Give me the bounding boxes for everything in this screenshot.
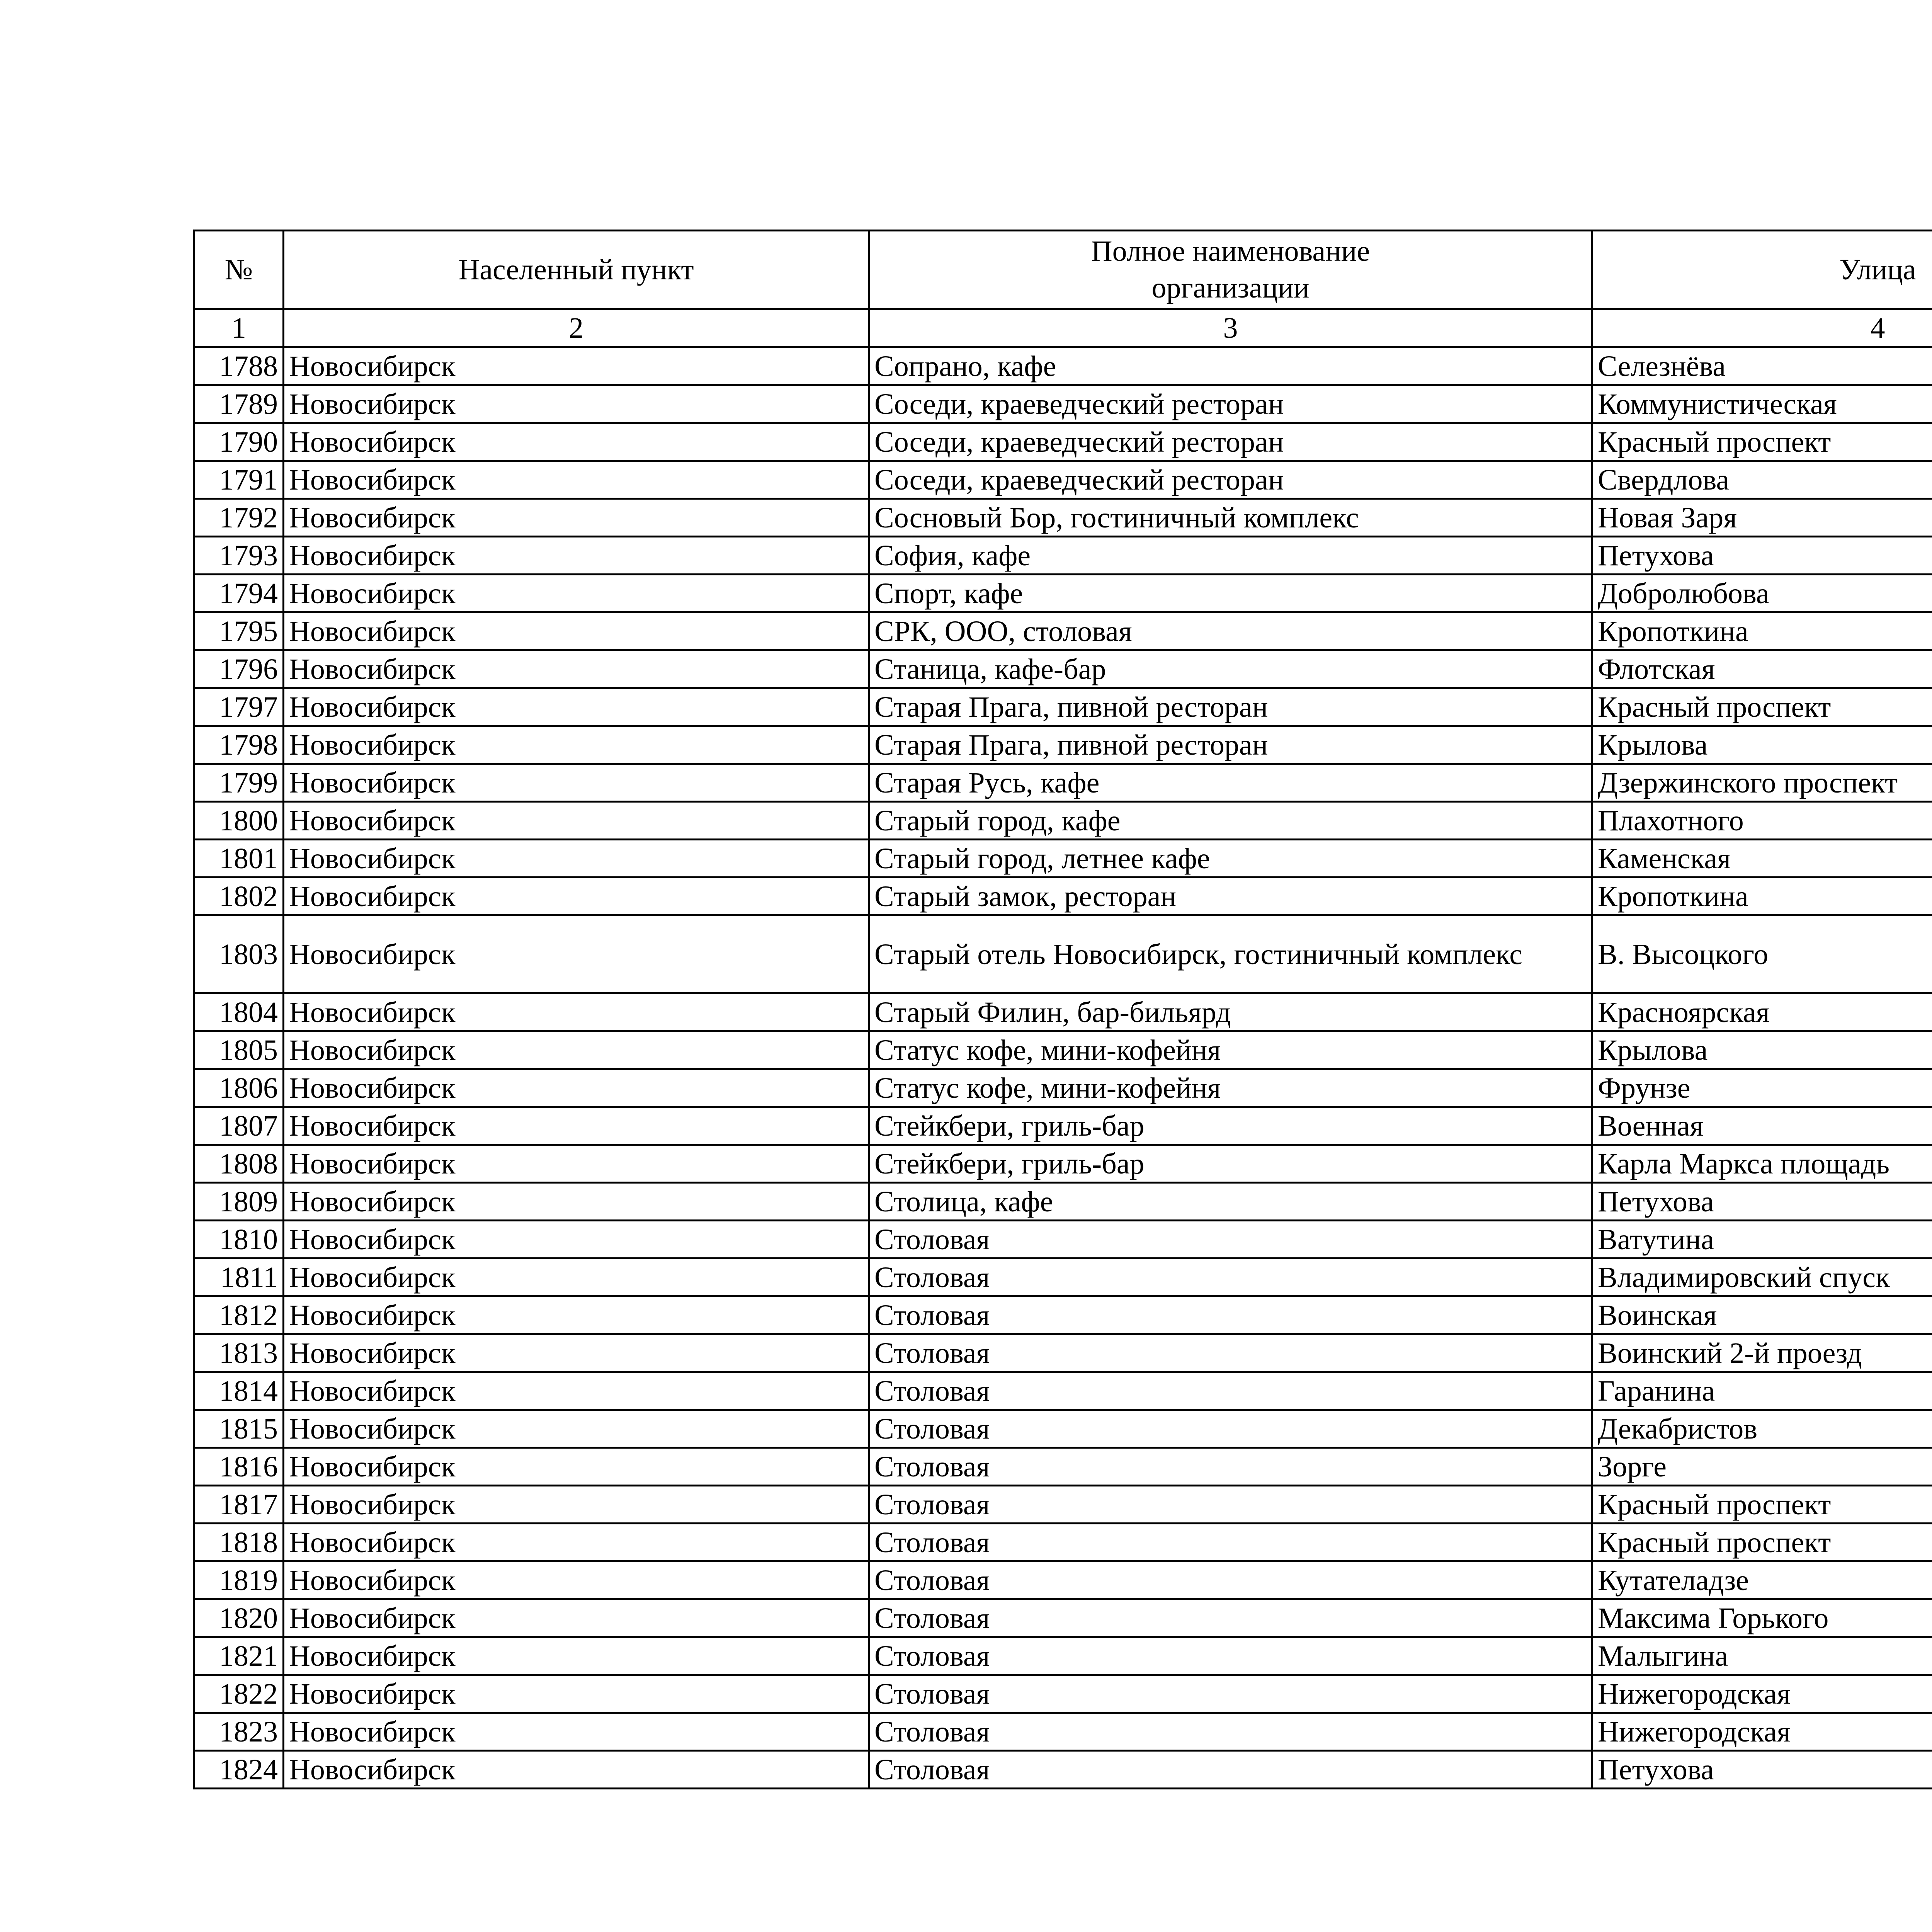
organization-cell: Столовая bbox=[869, 1334, 1592, 1372]
table-row bbox=[194, 688, 1932, 726]
table-row bbox=[194, 423, 1932, 461]
settlement-cell: Новосибирск bbox=[284, 1713, 869, 1751]
street-cell: Каменская bbox=[1592, 840, 1932, 878]
row-number: 1797 bbox=[194, 688, 284, 726]
settlement-cell: Новосибирск bbox=[284, 1107, 869, 1145]
street-cell: Петухова bbox=[1592, 537, 1932, 575]
street-cell: Зорге bbox=[1592, 1448, 1932, 1486]
table-row bbox=[194, 650, 1932, 688]
street-cell: Красный проспект bbox=[1592, 688, 1932, 726]
table-row bbox=[194, 612, 1932, 650]
street-cell: Воинский 2-й проезд bbox=[1592, 1334, 1932, 1372]
table-row bbox=[194, 915, 1932, 993]
organization-cell: Столовая bbox=[869, 1524, 1592, 1561]
table-row bbox=[194, 878, 1932, 915]
street-cell: Свердлова bbox=[1592, 461, 1932, 499]
organization-cell: Соседи, краеведческий ресторан bbox=[869, 423, 1592, 461]
row-number: 1813 bbox=[194, 1334, 284, 1372]
organization-cell: Столовая bbox=[869, 1561, 1592, 1599]
organization-cell: Стейкбери, гриль-бар bbox=[869, 1145, 1592, 1183]
settlement-cell: Новосибирск bbox=[284, 612, 869, 650]
organization-cell: Статус кофе, мини-кофейня bbox=[869, 1069, 1592, 1107]
row-number: 1789 bbox=[194, 385, 284, 423]
street-cell: Максима Горького bbox=[1592, 1599, 1932, 1637]
header-street: Улица bbox=[1592, 231, 1932, 309]
table-row bbox=[194, 347, 1932, 385]
row-number: 1799 bbox=[194, 764, 284, 802]
settlement-cell: Новосибирск bbox=[284, 385, 869, 423]
settlement-cell: Новосибирск bbox=[284, 1486, 869, 1524]
row-number: 1824 bbox=[194, 1751, 284, 1789]
header-organization-line2: организации bbox=[1151, 272, 1310, 304]
street-cell: Крылова bbox=[1592, 726, 1932, 764]
table-row bbox=[194, 1334, 1932, 1372]
settlement-cell: Новосибирск bbox=[284, 726, 869, 764]
settlement-cell: Новосибирск bbox=[284, 537, 869, 575]
table-row bbox=[194, 1524, 1932, 1561]
row-number: 1809 bbox=[194, 1183, 284, 1221]
row-number: 1823 bbox=[194, 1713, 284, 1751]
organization-cell: Сопрано, кафе bbox=[869, 347, 1592, 385]
street-cell: Флотская bbox=[1592, 650, 1932, 688]
table-row bbox=[194, 575, 1932, 612]
row-number: 1795 bbox=[194, 612, 284, 650]
column-index-cell: 4 bbox=[1592, 309, 1932, 347]
street-cell: Красноярская bbox=[1592, 993, 1932, 1031]
column-index-cell: 1 bbox=[194, 309, 284, 347]
table-row bbox=[194, 1410, 1932, 1448]
table-row bbox=[194, 385, 1932, 423]
street-cell: Коммунистическая bbox=[1592, 385, 1932, 423]
organization-cell: Соседи, краеведческий ресторан bbox=[869, 461, 1592, 499]
street-cell: Кропоткина bbox=[1592, 878, 1932, 915]
street-cell: Владимировский спуск bbox=[1592, 1259, 1932, 1296]
row-number: 1819 bbox=[194, 1561, 284, 1599]
settlement-cell: Новосибирск bbox=[284, 650, 869, 688]
header-settlement: Населенный пункт bbox=[284, 231, 869, 309]
table-body bbox=[194, 347, 1932, 1789]
street-cell: Добролюбова bbox=[1592, 575, 1932, 612]
organization-cell: Старая Прага, пивной ресторан bbox=[869, 726, 1592, 764]
table-row bbox=[194, 1069, 1932, 1107]
organization-cell: Столовая bbox=[869, 1221, 1592, 1259]
settlement-cell: Новосибирск bbox=[284, 993, 869, 1031]
street-cell: Ватутина bbox=[1592, 1221, 1932, 1259]
table-row bbox=[194, 1675, 1932, 1713]
settlement-cell: Новосибирск bbox=[284, 499, 869, 537]
settlement-cell: Новосибирск bbox=[284, 1183, 869, 1221]
street-cell: Нижегородская bbox=[1592, 1675, 1932, 1713]
table-row bbox=[194, 499, 1932, 537]
street-cell: В. Высоцкого bbox=[1592, 915, 1932, 993]
organization-cell: Соседи, краеведческий ресторан bbox=[869, 385, 1592, 423]
organization-cell: Старый замок, ресторан bbox=[869, 878, 1592, 915]
organization-cell: София, кафе bbox=[869, 537, 1592, 575]
row-number: 1804 bbox=[194, 993, 284, 1031]
street-cell: Кропоткина bbox=[1592, 612, 1932, 650]
row-number: 1791 bbox=[194, 461, 284, 499]
table-row bbox=[194, 1145, 1932, 1183]
organization-cell: Старый отель Новосибирск, гостиничный комплекс bbox=[869, 915, 1592, 993]
settlement-cell: Новосибирск bbox=[284, 1372, 869, 1410]
table-row bbox=[194, 840, 1932, 878]
row-number: 1818 bbox=[194, 1524, 284, 1561]
header-organization bbox=[869, 231, 1592, 309]
row-number: 1814 bbox=[194, 1372, 284, 1410]
row-number: 1801 bbox=[194, 840, 284, 878]
settlement-cell: Новосибирск bbox=[284, 423, 869, 461]
organization-cell: Старая Прага, пивной ресторан bbox=[869, 688, 1592, 726]
row-number: 1803 bbox=[194, 915, 284, 993]
table-row bbox=[194, 1637, 1932, 1675]
row-number: 1821 bbox=[194, 1637, 284, 1675]
row-number: 1790 bbox=[194, 423, 284, 461]
settlement-cell: Новосибирск bbox=[284, 1524, 869, 1561]
row-number: 1802 bbox=[194, 878, 284, 915]
street-cell: Карла Маркса площадь bbox=[1592, 1145, 1932, 1183]
street-cell: Красный проспект bbox=[1592, 1524, 1932, 1561]
settlement-cell: Новосибирск bbox=[284, 1259, 869, 1296]
table-row bbox=[194, 1751, 1932, 1789]
table-row bbox=[194, 1107, 1932, 1145]
organization-cell: Столовая bbox=[869, 1448, 1592, 1486]
table-row bbox=[194, 1031, 1932, 1069]
organizations-table bbox=[193, 230, 1932, 1789]
settlement-cell: Новосибирск bbox=[284, 1751, 869, 1789]
settlement-cell: Новосибирск bbox=[284, 915, 869, 993]
row-number: 1817 bbox=[194, 1486, 284, 1524]
row-number: 1800 bbox=[194, 802, 284, 840]
settlement-cell: Новосибирск bbox=[284, 1031, 869, 1069]
settlement-cell: Новосибирск bbox=[284, 840, 869, 878]
row-number: 1822 bbox=[194, 1675, 284, 1713]
street-cell: Воинская bbox=[1592, 1296, 1932, 1334]
table-row bbox=[194, 1713, 1932, 1751]
street-cell: Гаранина bbox=[1592, 1372, 1932, 1410]
street-cell: Нижегородская bbox=[1592, 1713, 1932, 1751]
organization-cell: Столовая bbox=[869, 1675, 1592, 1713]
organization-cell: Спорт, кафе bbox=[869, 575, 1592, 612]
row-number: 1798 bbox=[194, 726, 284, 764]
table-row bbox=[194, 1259, 1932, 1296]
street-cell: Военная bbox=[1592, 1107, 1932, 1145]
table-row bbox=[194, 726, 1932, 764]
organization-cell: Столовая bbox=[869, 1296, 1592, 1334]
table-row bbox=[194, 993, 1932, 1031]
settlement-cell: Новосибирск bbox=[284, 575, 869, 612]
row-number: 1806 bbox=[194, 1069, 284, 1107]
table-row bbox=[194, 461, 1932, 499]
organization-cell: Столовая bbox=[869, 1486, 1592, 1524]
street-cell: Фрунзе bbox=[1592, 1069, 1932, 1107]
street-cell: Крылова bbox=[1592, 1031, 1932, 1069]
street-cell: Красный проспект bbox=[1592, 423, 1932, 461]
settlement-cell: Новосибирск bbox=[284, 878, 869, 915]
organization-cell: Старая Русь, кафе bbox=[869, 764, 1592, 802]
organization-cell: Сосновый Бор, гостиничный комплекс bbox=[869, 499, 1592, 537]
settlement-cell: Новосибирск bbox=[284, 1145, 869, 1183]
header-organization-line1: Полное наименование bbox=[1091, 235, 1370, 267]
table-row bbox=[194, 1221, 1932, 1259]
settlement-cell: Новосибирск bbox=[284, 1410, 869, 1448]
table-row bbox=[194, 802, 1932, 840]
row-number: 1815 bbox=[194, 1410, 284, 1448]
organization-cell: Статус кофе, мини-кофейня bbox=[869, 1031, 1592, 1069]
table-header-row bbox=[194, 231, 1932, 309]
organization-cell: Станица, кафе-бар bbox=[869, 650, 1592, 688]
organization-cell: Старый город, кафе bbox=[869, 802, 1592, 840]
table-row bbox=[194, 1183, 1932, 1221]
street-cell: Новая Заря bbox=[1592, 499, 1932, 537]
table-row bbox=[194, 537, 1932, 575]
organization-cell: СРК, ООО, столовая bbox=[869, 612, 1592, 650]
settlement-cell: Новосибирск bbox=[284, 688, 869, 726]
row-number: 1805 bbox=[194, 1031, 284, 1069]
organization-cell: Старый город, летнее кафе bbox=[869, 840, 1592, 878]
row-number: 1807 bbox=[194, 1107, 284, 1145]
settlement-cell: Новосибирск bbox=[284, 1448, 869, 1486]
organization-cell: Столовая bbox=[869, 1751, 1592, 1789]
row-number: 1820 bbox=[194, 1599, 284, 1637]
row-number: 1788 bbox=[194, 347, 284, 385]
settlement-cell: Новосибирск bbox=[284, 764, 869, 802]
organization-cell: Старый Филин, бар-бильярд bbox=[869, 993, 1592, 1031]
street-cell: Селезнёва bbox=[1592, 347, 1932, 385]
row-number: 1808 bbox=[194, 1145, 284, 1183]
settlement-cell: Новосибирск bbox=[284, 1599, 869, 1637]
column-index-cell: 2 bbox=[284, 309, 869, 347]
table-row bbox=[194, 764, 1932, 802]
row-number: 1810 bbox=[194, 1221, 284, 1259]
table-row bbox=[194, 1561, 1932, 1599]
settlement-cell: Новосибирск bbox=[284, 1069, 869, 1107]
row-number: 1793 bbox=[194, 537, 284, 575]
document-page bbox=[193, 230, 1932, 1789]
table-row bbox=[194, 1372, 1932, 1410]
row-number: 1812 bbox=[194, 1296, 284, 1334]
header-number: № bbox=[194, 231, 284, 309]
settlement-cell: Новосибирск bbox=[284, 1675, 869, 1713]
settlement-cell: Новосибирск bbox=[284, 1221, 869, 1259]
street-cell: Дзержинского проспект bbox=[1592, 764, 1932, 802]
table-row bbox=[194, 1599, 1932, 1637]
row-number: 1811 bbox=[194, 1259, 284, 1296]
table-row bbox=[194, 1448, 1932, 1486]
street-cell: Декабристов bbox=[1592, 1410, 1932, 1448]
organization-cell: Столица, кафе bbox=[869, 1183, 1592, 1221]
street-cell: Петухова bbox=[1592, 1183, 1932, 1221]
settlement-cell: Новосибирск bbox=[284, 1637, 869, 1675]
street-cell: Малыгина bbox=[1592, 1637, 1932, 1675]
settlement-cell: Новосибирск bbox=[284, 461, 869, 499]
settlement-cell: Новосибирск bbox=[284, 1334, 869, 1372]
street-cell: Кутателадзе bbox=[1592, 1561, 1932, 1599]
organization-cell: Столовая bbox=[869, 1599, 1592, 1637]
row-number: 1816 bbox=[194, 1448, 284, 1486]
row-number: 1796 bbox=[194, 650, 284, 688]
organization-cell: Столовая bbox=[869, 1713, 1592, 1751]
settlement-cell: Новосибирск bbox=[284, 1296, 869, 1334]
organization-cell: Столовая bbox=[869, 1259, 1592, 1296]
row-number: 1794 bbox=[194, 575, 284, 612]
settlement-cell: Новосибирск bbox=[284, 1561, 869, 1599]
organization-cell: Столовая bbox=[869, 1372, 1592, 1410]
street-cell: Плахотного bbox=[1592, 802, 1932, 840]
table-row bbox=[194, 1296, 1932, 1334]
row-number: 1792 bbox=[194, 499, 284, 537]
column-index-cell: 3 bbox=[869, 309, 1592, 347]
settlement-cell: Новосибирск bbox=[284, 347, 869, 385]
organization-cell: Столовая bbox=[869, 1637, 1592, 1675]
street-cell: Красный проспект bbox=[1592, 1486, 1932, 1524]
organization-cell: Столовая bbox=[869, 1410, 1592, 1448]
organization-cell: Стейкбери, гриль-бар bbox=[869, 1107, 1592, 1145]
settlement-cell: Новосибирск bbox=[284, 802, 869, 840]
column-index-row bbox=[194, 309, 1932, 347]
table-row bbox=[194, 1486, 1932, 1524]
street-cell: Петухова bbox=[1592, 1751, 1932, 1789]
